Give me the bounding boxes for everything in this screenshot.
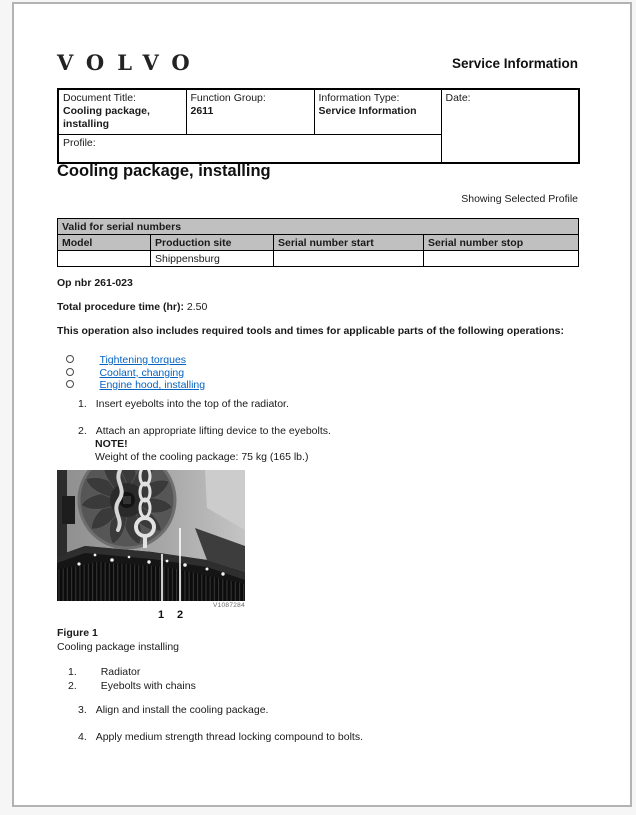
legend-number: 1. <box>68 666 77 678</box>
step-number: 3. <box>78 704 87 716</box>
legend-text: Radiator <box>100 666 141 678</box>
cell-model <box>58 251 151 267</box>
step-text: Apply medium strength thread locking compound to bolts. <box>95 731 364 743</box>
meta-cell-information-type <box>314 89 441 135</box>
step-text: Insert eyebolts into the top of the radiator. <box>95 398 289 410</box>
meta-cell-document-title <box>58 89 186 135</box>
list-item <box>66 375 206 391</box>
volvo-logo: VOLVO <box>57 50 203 75</box>
page-title: Cooling package, installing <box>57 162 271 180</box>
date-label: Date: <box>445 92 471 104</box>
image-code: V1087284 <box>212 602 245 609</box>
document-title-value: Cooling package, installing <box>63 105 150 130</box>
document-meta-table <box>57 88 580 164</box>
serial-table-caption: Valid for serial numbers <box>58 219 579 235</box>
step-text: Align and install the cooling package. <box>95 704 269 716</box>
table-row <box>58 251 579 267</box>
legend-number: 2. <box>68 679 77 692</box>
step-3 <box>78 704 268 717</box>
serial-numbers-table <box>57 218 579 267</box>
profile-label: Profile: <box>63 137 96 149</box>
profile-note: Showing Selected Profile <box>461 193 578 205</box>
legend-text: Eyebolts with chains <box>100 679 196 692</box>
step-number: 1. <box>78 398 87 410</box>
procedure-time-label: Total procedure time (hr): <box>57 301 184 313</box>
list-item <box>66 350 205 366</box>
legend-item <box>68 666 196 680</box>
note-text: Weight of the cooling package: 75 kg (165 lb.) <box>95 451 309 463</box>
procedure-time-line <box>57 301 207 314</box>
meta-cell-profile <box>58 135 441 164</box>
linked-operations-list <box>66 350 206 391</box>
doc-type-heading: Service Information <box>451 56 578 71</box>
cell-serial-stop <box>424 251 579 267</box>
circle-bullet-icon <box>66 355 74 363</box>
meta-cell-function-group <box>186 89 314 135</box>
cell-serial-start <box>274 251 424 267</box>
function-group-value: 2611 <box>190 105 214 117</box>
op-number: Op nbr 261-023 <box>57 277 133 289</box>
step-number: 4. <box>78 731 87 743</box>
legend-item <box>68 680 196 694</box>
serial-table-header-row <box>58 235 579 251</box>
link-engine-hood-installing[interactable]: Engine hood, installing <box>99 379 206 391</box>
step-number: 2. <box>78 425 87 437</box>
figure-caption-title: Figure 1 <box>57 627 98 639</box>
step-2 <box>78 425 331 464</box>
cell-production-site: Shippensburg <box>151 251 274 267</box>
link-coolant-changing[interactable]: Coolant, changing <box>99 366 185 379</box>
col-header-production-site: Production site <box>151 235 274 251</box>
col-header-serial-stop: Serial number stop <box>424 235 579 251</box>
figure-image <box>57 470 245 601</box>
callout-number-1: 1 <box>158 609 165 621</box>
col-header-serial-start: Serial number start <box>274 235 424 251</box>
step-4 <box>78 731 363 744</box>
information-type-label: Information Type: <box>318 92 400 104</box>
document-title-label: Document Title: <box>63 92 136 104</box>
function-group-label: Function Group: <box>190 92 266 104</box>
col-header-model: Model <box>58 235 151 251</box>
cooling-package-photo <box>57 470 245 601</box>
callout-number-2: 2 <box>177 609 184 621</box>
service-document-page <box>12 2 632 807</box>
figure-legend <box>68 666 196 693</box>
link-tightening-torques[interactable]: Tightening torques <box>99 354 187 366</box>
procedure-time-value: 2.50 <box>186 301 208 313</box>
circle-bullet-icon <box>66 380 74 388</box>
information-type-value: Service Information <box>318 105 417 117</box>
step-1 <box>78 398 289 411</box>
figure-caption-text: Cooling package installing <box>57 641 179 653</box>
meta-cell-date <box>441 89 579 163</box>
includes-text: This operation also includes required tools and times for applicable parts of the following operations: <box>57 325 564 337</box>
step-text: Attach an appropriate lifting device to the eyebolts. <box>95 425 331 437</box>
note-label: NOTE! <box>95 438 128 450</box>
